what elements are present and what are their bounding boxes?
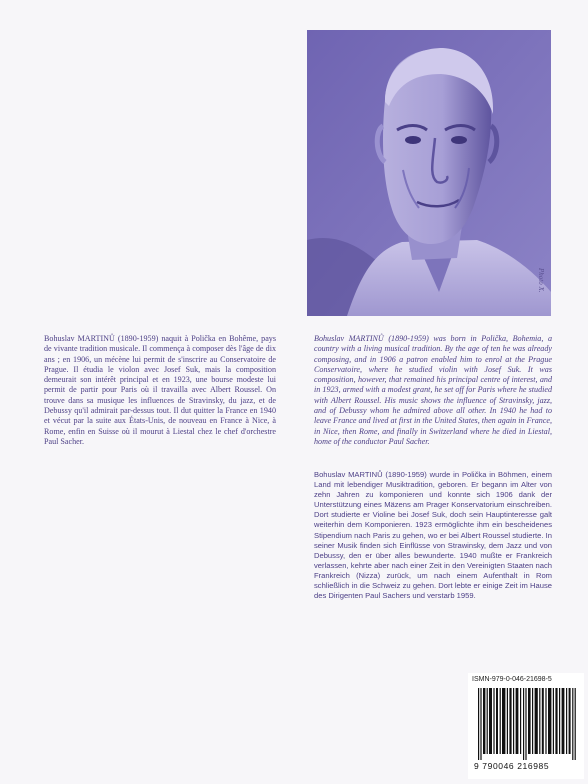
photo-credit: Photo X. <box>537 268 545 293</box>
barcode-graphic <box>476 688 580 760</box>
portrait-illustration <box>307 30 551 316</box>
biography-english: Bohuslav MARTINŮ (1890-1959) was born in Polička, Bohemia, a country with a living musical tradition. By the age of ten he was already composing, and in 1906 a patron enabled him to enrol at the Prague Conservatoire, where he studied violin with Josef Suk. It was composition, however, that remained his principal centre of interest, and in 1923, armed with a modest grant, he set off for Paris where he studied with Albert Roussel. His music shows the influence of Stravinsky, jazz, and of Debussy whom he admired above all other. In 1940 he had to leave France and lived at first in the United States, then again in France, in Nice, then Rome, and finally in Switzerland where he died in Liestal, home of the conductor Paul Sacher. <box>314 334 552 446</box>
biography-french: Bohuslav MARTINŮ (1890-1959) naquit à Polička en Bohême, pays de vivante tradition musicale. Il commença à composer dès l'âge de dix ans ; en 1906, un mécène lui permit de s'inscrire au Conservatoire de Prague. Il étudia le violon avec Josef Suk, mais la composition demeurait son intérêt principal et en 1923, une bourse modeste lui permit de partir pour Paris où il travailla avec Albert Roussel. On trouve dans sa musique les influences de Stravinsky, du jazz, et de Debussy qu'il admirait par-dessus tout. Il dut quitter la France en 1940 et vécut par la suite aux États-Unis, de nouveau en France à Nice, à Rome, enfin en Suisse où il mourut à Liestal chez le chef d'orchestre Paul Sacher. <box>44 334 276 446</box>
ismn-number: ISMN-979-0-046-21698-5 <box>472 676 552 683</box>
barcode-digits: 9 790046 216985 <box>474 761 550 771</box>
composer-portrait-photo <box>307 30 551 316</box>
biography-german: Bohuslav MARTINŮ (1890-1959) wurde in Polička in Böhmen, einem Land mit lebendiger Musiktradition, geboren. Er begann im Alter von zehn Jahren zu komponieren und konnte sich 1906 dank der Unterstützung eines Mäzens am Prager Konservatorium einschreiben. Dort studierte er Violine bei Josef Suk, doch sein Hauptinteresse galt weiterhin dem Komponieren. 1923 ermöglichte ihm ein bescheidenes Stipendium nach Paris zu gehen, wo er bei Albert Roussel studierte. In seiner Musik finden sich Einflüsse von Strawinsky, dem Jazz und von Debussy, den er über alles bewunderte. 1940 mußte er Frankreich verlassen, kehrte aber nach einer Zeit in den Vereinigten Staaten nach Frankreich (Nizza) zurück, um nach einem Aufenthalt in Rom schließlich in die Schweiz zu gehen. Dort lebte er einige Zeit im Hause des Dirigenten Paul Sachers und verstarb 1959. <box>314 470 552 601</box>
